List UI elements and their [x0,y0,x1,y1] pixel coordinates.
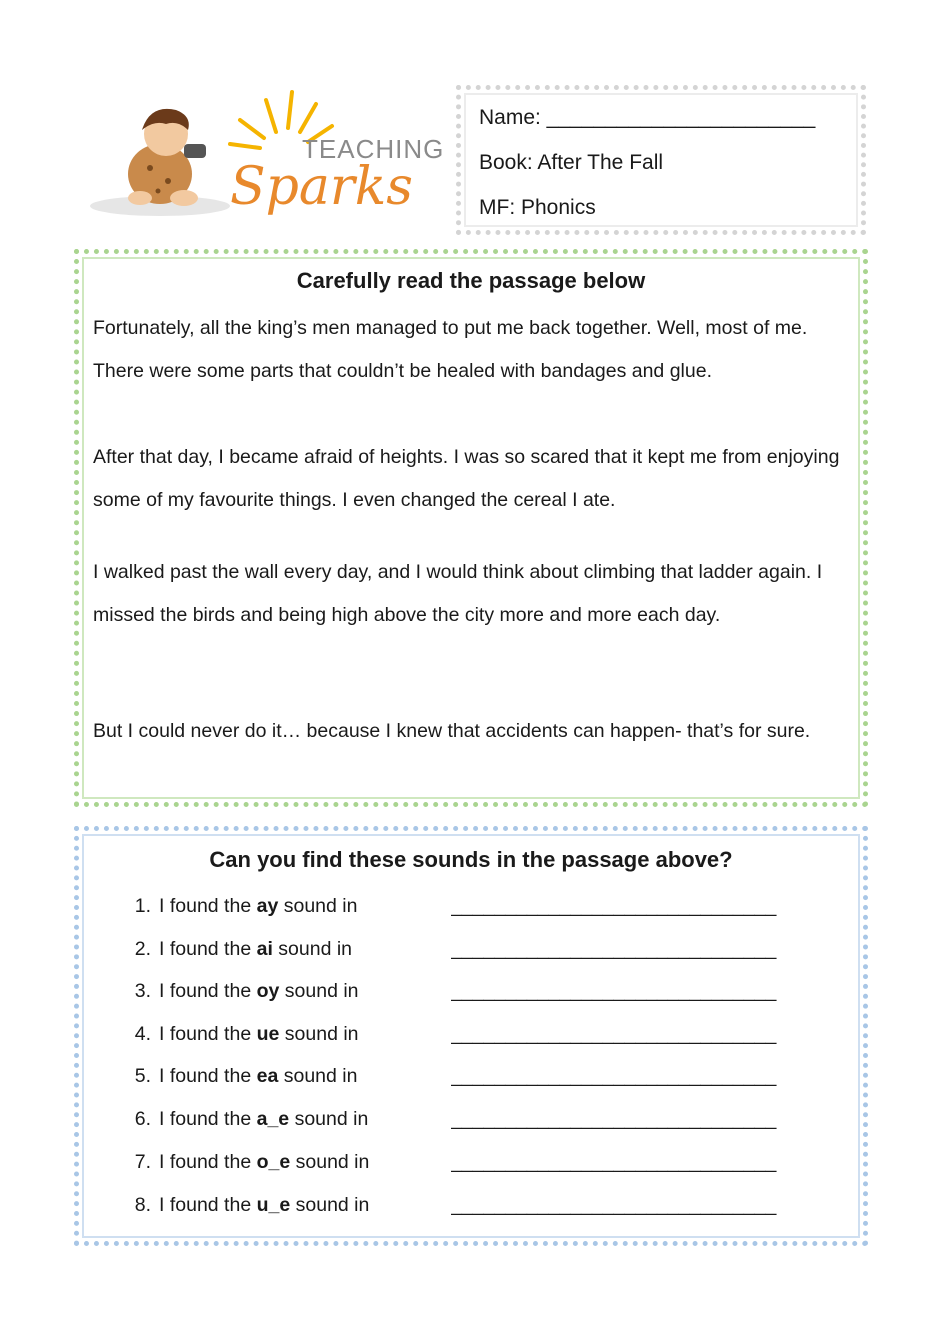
student-info-box [456,85,866,235]
item-number: 8. [134,1194,151,1216]
answer-line[interactable]: ______________________________ [451,1108,777,1130]
passage-paragraph: But I could never do it… because I knew that accidents can happen- that’s for sure. [93,720,811,742]
list-item [79,980,869,1010]
item-prompt: I found the o_e sound in [159,1151,370,1173]
item-prompt: I found the ea sound in [159,1065,358,1087]
item-number: 3. [134,980,151,1002]
list-item [79,1151,869,1181]
item-number: 1. [134,895,151,917]
sound-label: ue [256,1023,280,1045]
passage-box [74,249,868,807]
item-number: 5. [134,1065,151,1087]
answer-line[interactable]: ______________________________ [451,1065,777,1087]
item-prompt: I found the a_e sound in [159,1108,369,1130]
item-prompt: I found the u_e sound in [159,1194,370,1216]
sound-label: oy [256,980,280,1002]
item-number: 7. [134,1151,151,1173]
logo-sparks-text: Sparks [230,157,413,217]
name-field[interactable]: Name: _______________________ [479,106,816,129]
list-item [79,938,869,968]
mf-label: MF: Phonics [479,196,596,219]
item-number: 6. [134,1108,151,1130]
caveman-mascot-icon [80,86,450,226]
item-prompt: I found the ay sound in [159,895,358,917]
list-item [79,1023,869,1053]
book-title: Book: After The Fall [479,151,664,174]
list-item [79,895,869,925]
answer-line[interactable]: ______________________________ [451,1151,777,1173]
sound-label: ea [256,1065,279,1087]
teaching-sparks-logo [80,86,450,226]
sound-label: a_e [256,1108,290,1130]
item-number: 4. [134,1023,151,1045]
passage-title: Carefully read the passage below [296,268,646,293]
list-item [79,1108,869,1138]
passage-paragraph: I walked past the wall every day, and I would think about climbing that ladder again. I missed the birds and being high above the city more and more each day. [93,561,823,626]
sounds-title: Can you find these sounds in the passage above? [209,847,733,872]
answer-line[interactable]: ______________________________ [451,938,777,960]
logo-teaching-text: TEACHING [302,134,445,164]
answer-line[interactable]: ______________________________ [451,1023,777,1045]
passage-paragraph: Fortunately, all the king’s men managed to put me back together. Well, most of me. There were some parts that couldn’t be healed with bandages and glue. [93,317,808,382]
answer-line[interactable]: ______________________________ [451,980,777,1002]
sound-label: ai [256,938,273,960]
item-number: 2. [134,938,151,960]
answer-line[interactable]: ______________________________ [451,1194,777,1216]
list-item [79,1065,869,1095]
passage-paragraph: After that day, I became afraid of heights. I was so scared that it kept me from enjoying some of my favourite things. I even changed the cereal I ate. [93,446,840,511]
sound-label: u_e [256,1194,291,1216]
item-prompt: I found the oy sound in [159,980,359,1002]
list-item [79,1194,869,1224]
answer-line[interactable]: ______________________________ [451,895,777,917]
sound-label: o_e [256,1151,291,1173]
item-prompt: I found the ue sound in [159,1023,359,1045]
sounds-box [74,826,868,1246]
sound-label: ay [256,895,279,917]
item-prompt: I found the ai sound in [159,938,353,960]
